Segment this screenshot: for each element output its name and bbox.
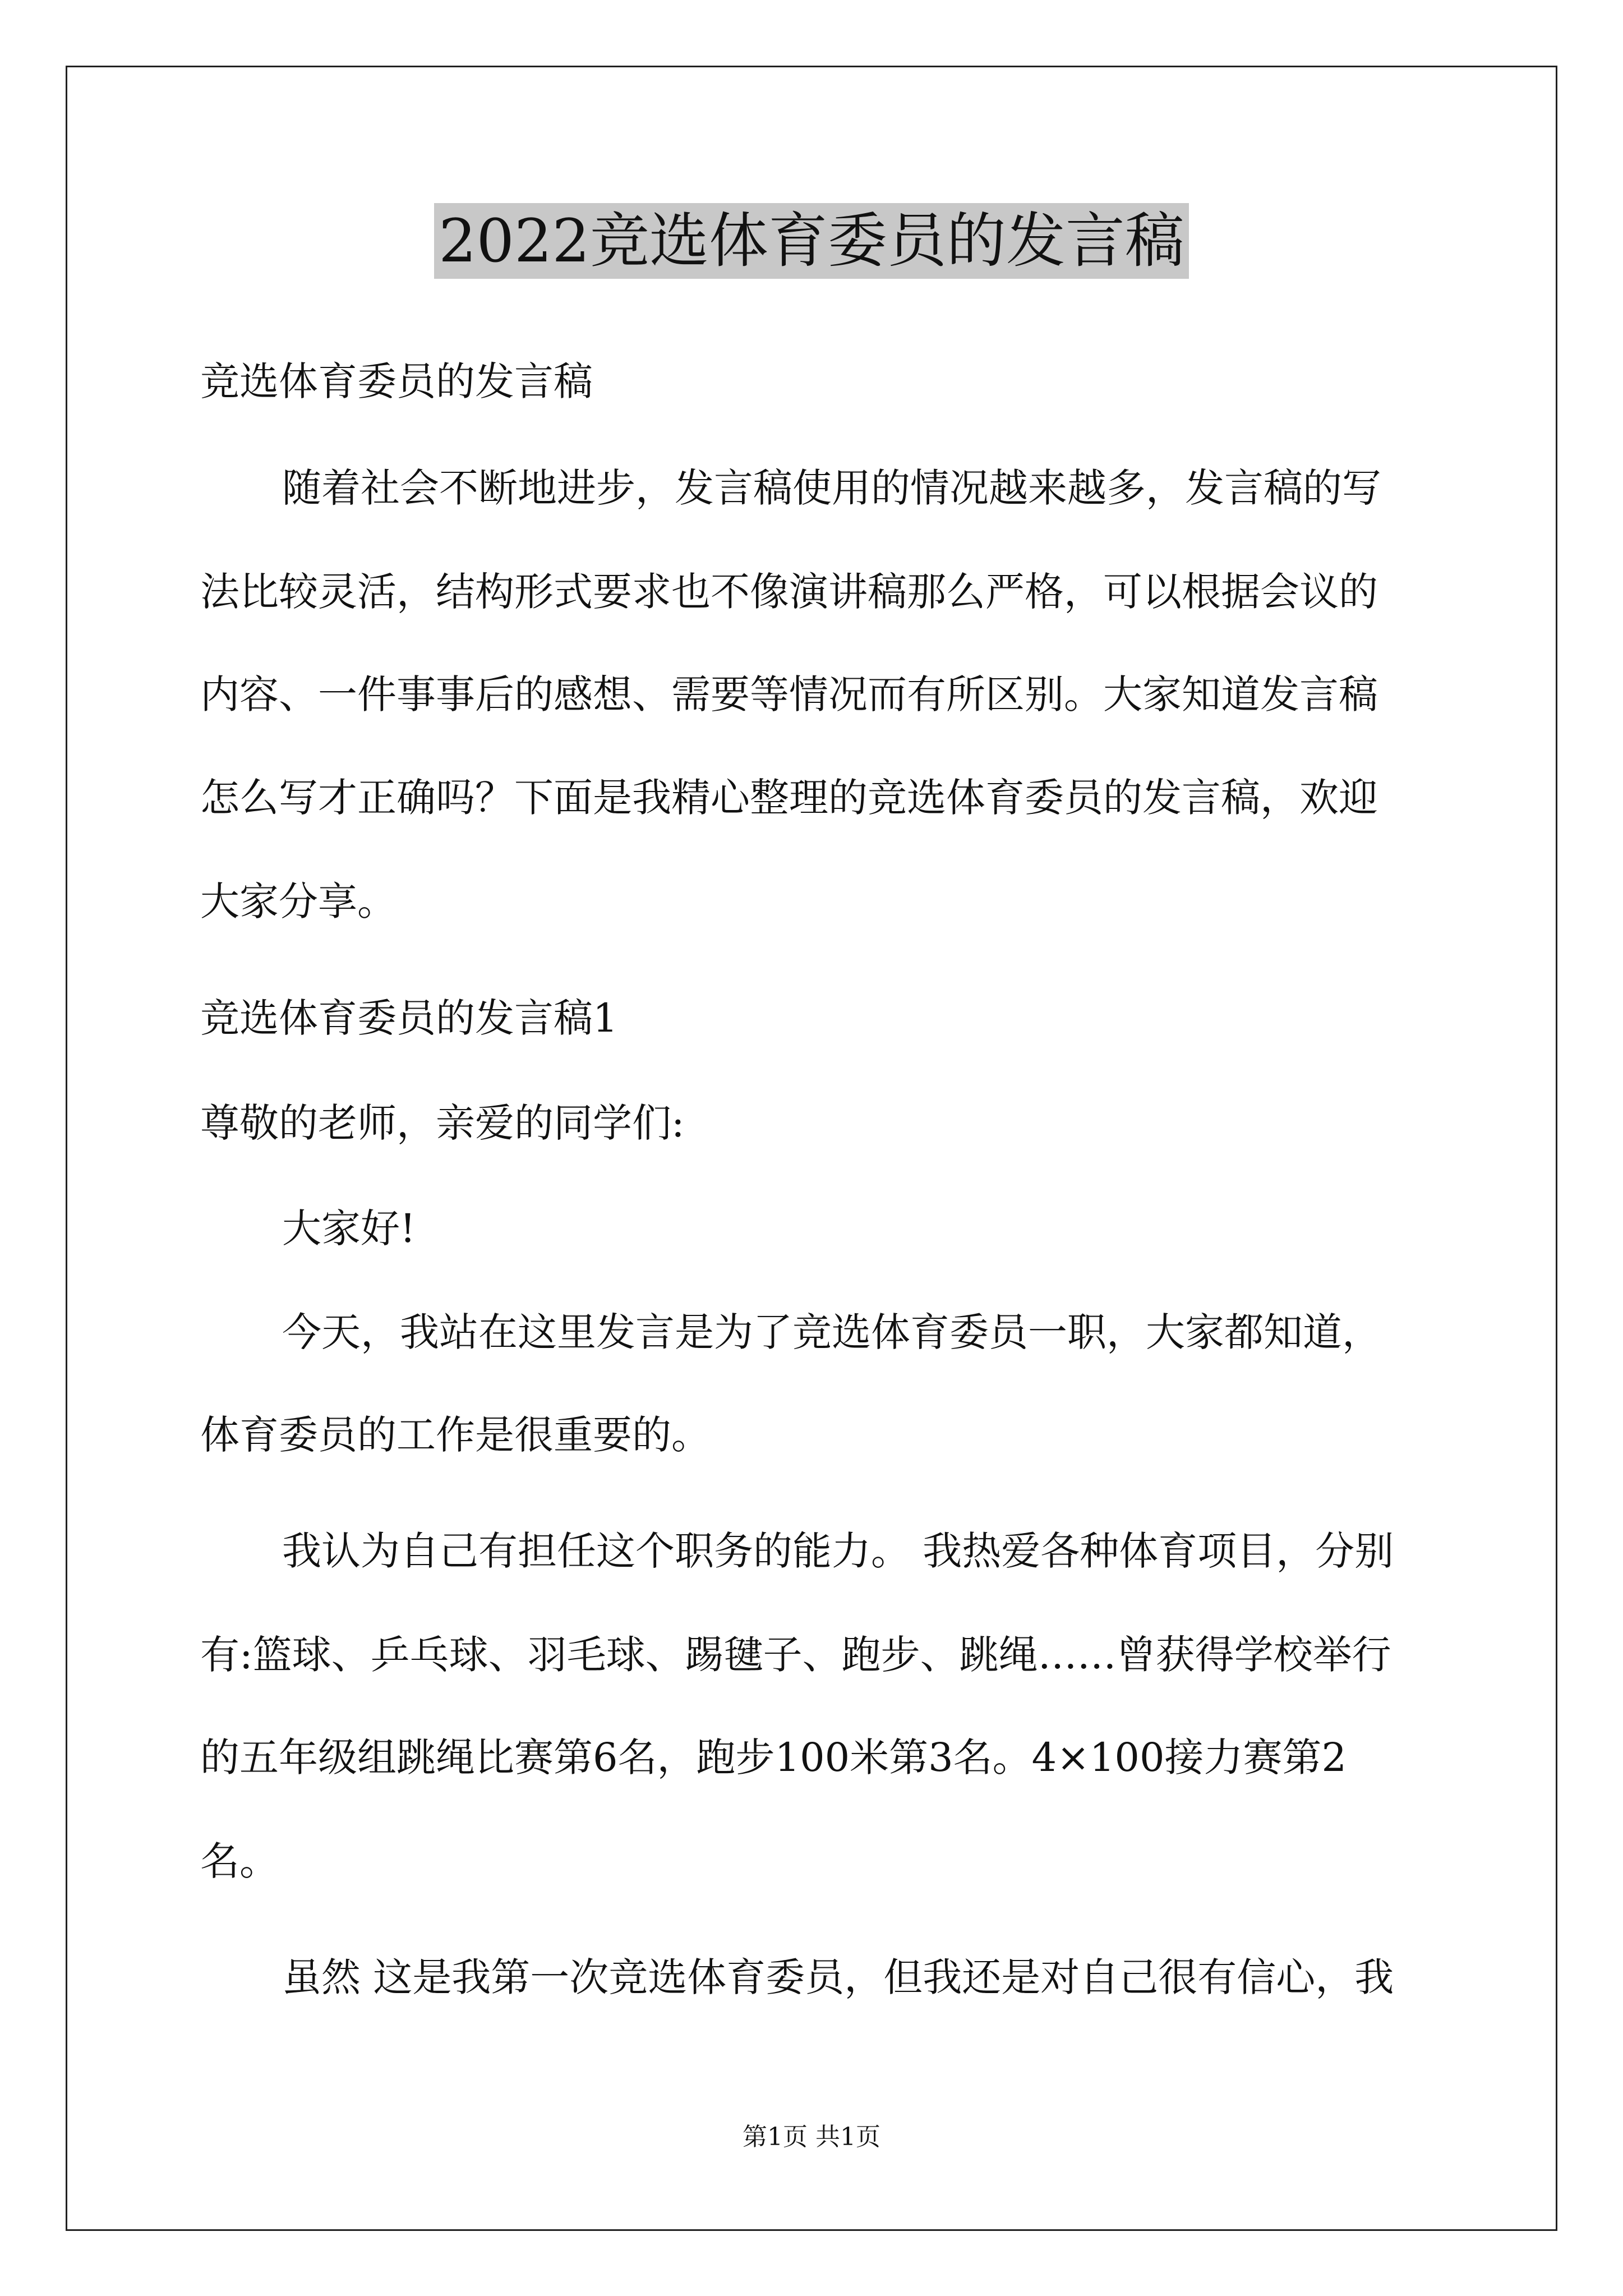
text-line: 今天，我站在这里发言是为了竞选体育委员一职，大家都知道， (282, 1309, 1381, 1355)
text-line: 体育委员的工作是很重要的。 (200, 1412, 711, 1458)
text-line: 法比较灵活，结构形式要求也不像演讲稿那么严格，可以根据会议的 (200, 569, 1378, 615)
text-line-salutation: 尊敬的老师，亲爱的同学们: (200, 1100, 685, 1146)
text-line: 内容、一件事事后的感想、需要等情况而有所区别。大家知道发言稿 (200, 671, 1378, 717)
text-line: 有:篮球、乒乓球、羽毛球、踢毽子、跑步、跳绳……曾获得学校举行 (200, 1632, 1391, 1678)
text-line: 随着社会不断地进步，发言稿使用的情况越来越多，发言稿的写 (282, 465, 1381, 511)
page-footer: 第1页 共1页 (743, 2123, 880, 2151)
text-line: 大家分享。 (200, 878, 396, 924)
text-line: 虽然 这是我第一次竞选体育委员，但我还是对自己很有信心，我 (282, 1954, 1394, 2000)
text-line-section-heading: 竞选体育委员的发言稿1 (200, 995, 618, 1041)
text-line: 的五年级组跳绳比赛第6名，跑步100米第3名。4×100接力赛第2 (200, 1734, 1347, 1780)
document-title (0, 202, 1623, 280)
text-line: 怎么写才正确吗？下面是我精心整理的竞选体育委员的发言稿，欢迎 (200, 775, 1378, 821)
text-line-greeting: 大家好! (282, 1205, 416, 1251)
text-line: 我认为自己有担任这个职务的能力。 我热爱各种体育项目，分别 (282, 1528, 1394, 1574)
document-title-text: 2022竞选体育委员的发言稿 (434, 203, 1189, 279)
text-line: 名。 (200, 1838, 279, 1884)
text-line-subtitle: 竞选体育委员的发言稿 (200, 358, 593, 404)
